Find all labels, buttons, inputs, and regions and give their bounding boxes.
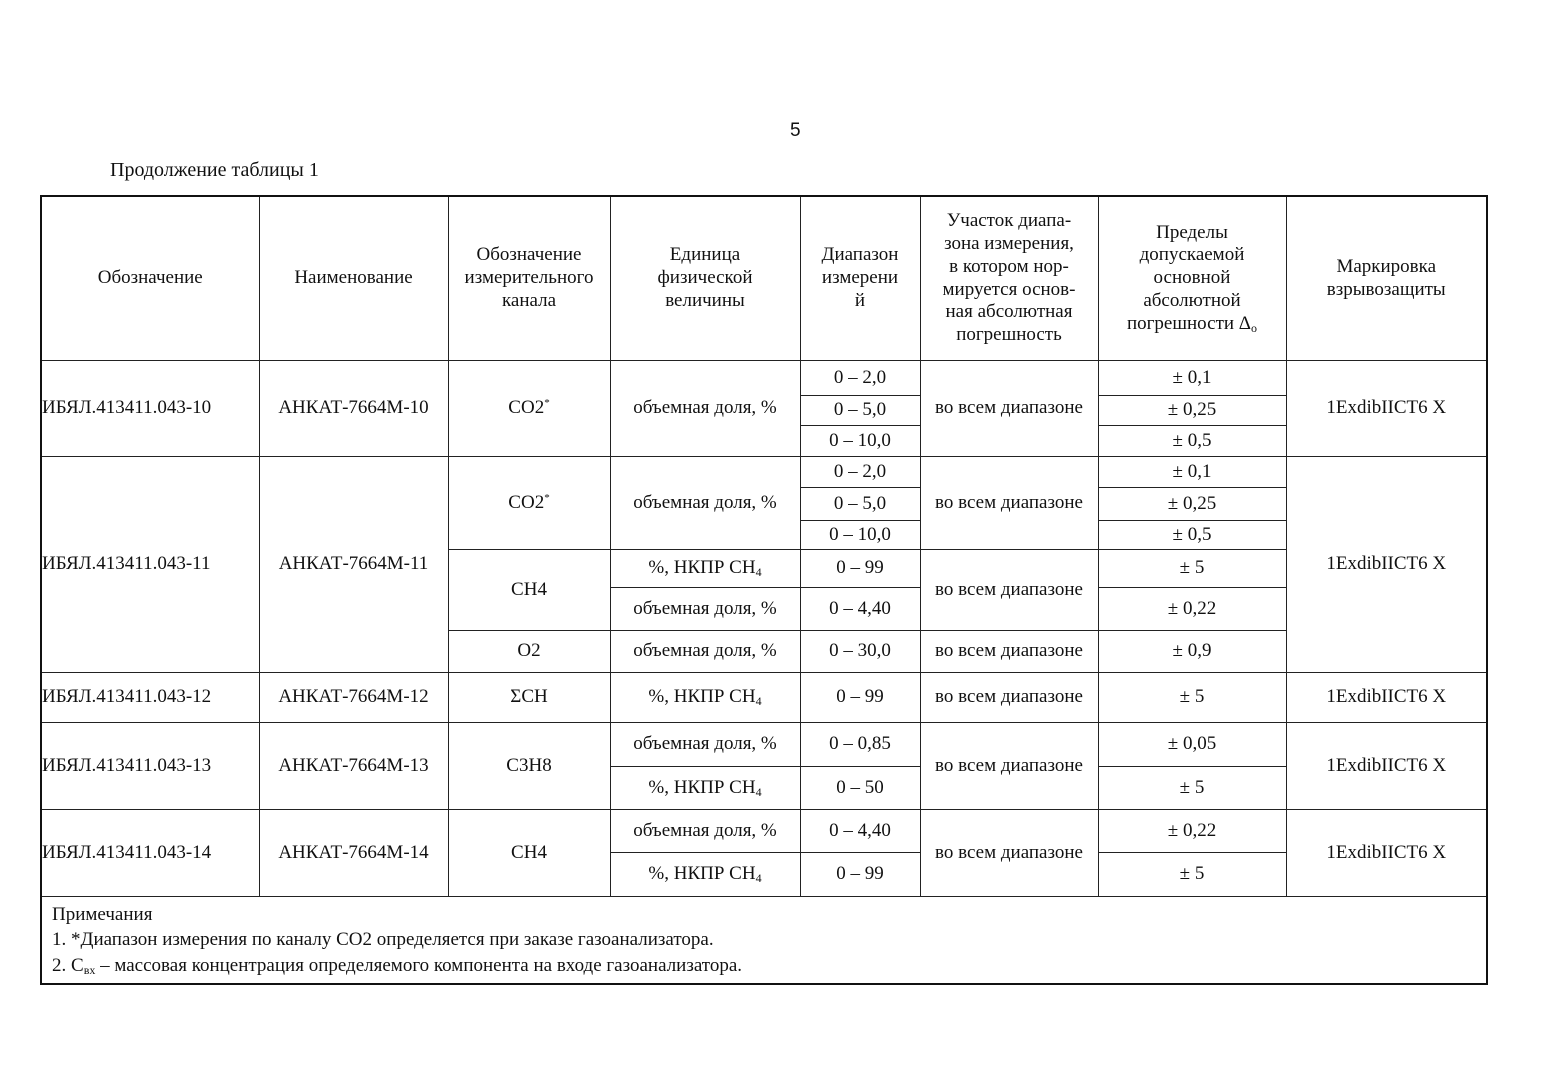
subscript: 4: [755, 784, 762, 799]
table-cell: [1098, 396, 1286, 426]
table-cell: [800, 550, 920, 588]
cell-text: АНКАТ-7664М-14: [278, 841, 429, 863]
table-cell: [448, 673, 610, 723]
cell-text: CO2: [508, 491, 545, 513]
table-cell: [610, 588, 800, 631]
table-cell: [800, 723, 920, 767]
header-cell: [259, 196, 448, 361]
cell-text: 1ExdibIICT6 X: [1326, 553, 1447, 575]
cell-text: 0 – 4,40: [829, 819, 891, 841]
table-caption: Продолжение таблицы 1: [110, 159, 319, 181]
table-cell: [1098, 673, 1286, 723]
cell-text: Обозначение измерительного канала: [464, 244, 594, 311]
table-cell: [1286, 810, 1487, 897]
cell-text: объемная доля, %: [633, 397, 777, 419]
cell-text: %, НКПР СН: [648, 863, 756, 885]
table-cell: [1098, 853, 1286, 897]
cell-text: 0 – 5,0: [833, 492, 887, 514]
cell-text: 0 – 2,0: [833, 460, 887, 482]
cell-text: C3H8: [506, 754, 552, 776]
cell-text: во всем диапазоне: [935, 397, 1083, 419]
cell-text: во всем диапазоне: [935, 491, 1083, 513]
table-cell: [610, 673, 800, 723]
table-cell: [800, 673, 920, 723]
table-cell: [1098, 723, 1286, 767]
table-cell: [1286, 723, 1487, 810]
table-cell: [259, 723, 448, 810]
subscript: 4: [755, 565, 762, 580]
table-cell: [1286, 457, 1487, 673]
table-cell: [259, 361, 448, 457]
cell-text: объемная доля, %: [633, 733, 777, 755]
table-cell: [800, 631, 920, 673]
cell-text: 0 – 99: [836, 686, 884, 708]
superscript: *: [544, 397, 550, 410]
table-cell: [800, 361, 920, 396]
page-number: 5: [790, 120, 801, 141]
table-cell: [800, 457, 920, 488]
table-cell: [920, 810, 1098, 897]
table-cell: [1098, 426, 1286, 457]
cell-text: %, НКПР СН: [648, 557, 756, 579]
table-header-row: [41, 196, 1487, 361]
table-cell: [800, 426, 920, 457]
notes-row: [41, 897, 1487, 985]
table-cell: [1098, 457, 1286, 488]
table-cell: [259, 457, 448, 673]
cell-text: 0 – 99: [836, 863, 884, 885]
notes-title: Примечания: [52, 903, 153, 925]
cell-text: 0 – 4,40: [829, 597, 891, 619]
table-cell: [41, 810, 259, 897]
header-cell: [610, 196, 800, 361]
cell-text: Наименование: [294, 267, 413, 289]
cell-text: Пределы допускаемой основной абсолютной погрешности Δ: [1126, 221, 1252, 334]
header-cell: [800, 196, 920, 361]
cell-text: ± 5: [1179, 863, 1205, 885]
table-row: [41, 723, 1487, 767]
cell-text: ИБЯЛ.413411.043-12: [42, 686, 212, 708]
table-cell: [800, 767, 920, 810]
subscript: о: [1251, 320, 1258, 335]
cell-text: Единица физической величины: [657, 244, 753, 311]
table-cell: [1286, 673, 1487, 723]
cell-text: АНКАТ-7664М-12: [278, 686, 429, 708]
cell-text: 0 – 50: [836, 776, 884, 798]
cell-text: CH4: [511, 841, 547, 863]
cell-text: 1ExdibIICT6 X: [1326, 754, 1447, 776]
cell-text: ± 0,9: [1172, 640, 1212, 662]
cell-text: 0 – 99: [836, 557, 884, 579]
cell-text: %, НКПР СН: [648, 686, 756, 708]
cell-text: ± 0,25: [1167, 399, 1217, 421]
cell-text: ΣCH: [510, 686, 548, 708]
table-cell: [610, 810, 800, 853]
header-cell: [1286, 196, 1487, 361]
table-cell: [448, 457, 610, 550]
specs-table: [40, 195, 1488, 985]
cell-text: ± 0,1: [1172, 460, 1212, 482]
table-cell: [800, 521, 920, 550]
cell-text: CH4: [511, 578, 547, 600]
cell-text: 1ExdibIICT6 X: [1326, 841, 1447, 863]
cell-text: во всем диапазоне: [935, 640, 1083, 662]
cell-text: Обозначение: [97, 267, 203, 289]
subscript: 4: [755, 694, 762, 709]
cell-text: ± 0,22: [1167, 819, 1217, 841]
table-cell: [920, 550, 1098, 631]
table-cell: [610, 853, 800, 897]
table-row: [41, 810, 1487, 853]
table-cell: [610, 457, 800, 550]
cell-text: АНКАТ-7664М-10: [278, 397, 429, 419]
table-cell: [800, 588, 920, 631]
table-cell: [610, 550, 800, 588]
table-cell: [920, 457, 1098, 550]
table-cell: [920, 723, 1098, 810]
cell-text: 0 – 10,0: [829, 429, 891, 451]
cell-text: CO2: [508, 397, 545, 419]
subscript: вх: [83, 962, 96, 977]
table-cell: [920, 673, 1098, 723]
cell-text: 0 – 10,0: [829, 523, 891, 545]
table-cell: [610, 361, 800, 457]
note-2-prefix: 2. С: [52, 954, 84, 976]
table-cell: [800, 488, 920, 521]
table-cell: [1098, 810, 1286, 853]
table-cell: [800, 396, 920, 426]
cell-text: Маркировка взрывозащиты: [1326, 255, 1446, 300]
table-cell: [1098, 521, 1286, 550]
cell-text: объемная доля, %: [633, 640, 777, 662]
table-cell: [1098, 488, 1286, 521]
note-2: [52, 953, 1476, 979]
cell-text: во всем диапазоне: [935, 841, 1083, 863]
cell-text: 0 – 5,0: [833, 399, 887, 421]
table-cell: [1286, 361, 1487, 457]
table-cell: [448, 723, 610, 810]
cell-text: АНКАТ-7664М-13: [278, 754, 429, 776]
table-cell: [1098, 631, 1286, 673]
table-cell: [800, 810, 920, 853]
notes-cell: [41, 897, 1487, 985]
cell-text: %, НКПР СН: [648, 776, 756, 798]
cell-text: ± 0,05: [1167, 733, 1217, 755]
cell-text: ± 5: [1179, 557, 1205, 579]
cell-text: во всем диапазоне: [935, 754, 1083, 776]
header-cell: [448, 196, 610, 361]
table-cell: [41, 457, 259, 673]
table-cell: [1098, 550, 1286, 588]
table-cell: [41, 361, 259, 457]
cell-text: 0 – 0,85: [829, 733, 891, 755]
cell-text: 0 – 2,0: [833, 366, 887, 388]
cell-text: объемная доля, %: [633, 491, 777, 513]
table-cell: [1098, 767, 1286, 810]
cell-text: объемная доля, %: [633, 819, 777, 841]
table-cell: [259, 673, 448, 723]
cell-text: ИБЯЛ.413411.043-10: [42, 397, 212, 419]
table-cell: [1098, 361, 1286, 396]
cell-text: ИБЯЛ.413411.043-14: [42, 841, 212, 863]
table-cell: [1098, 588, 1286, 631]
cell-text: во всем диапазоне: [935, 578, 1083, 600]
cell-text: 1ExdibIICT6 X: [1326, 397, 1447, 419]
cell-text: ИБЯЛ.413411.043-13: [42, 754, 212, 776]
note-1: 1. *Диапазон измерения по каналу CO2 определяется при заказе газоанализатора.: [52, 929, 714, 951]
table-cell: [448, 550, 610, 631]
cell-text: Диапазон измерени й: [821, 244, 899, 311]
cell-text: ± 0,22: [1167, 597, 1217, 619]
table-row: [41, 361, 1487, 396]
cell-text: ± 0,1: [1172, 366, 1212, 388]
cell-text: ± 0,5: [1172, 523, 1212, 545]
cell-text: O2: [517, 640, 541, 662]
header-cell: [41, 196, 259, 361]
superscript: *: [544, 491, 550, 504]
cell-text: АНКАТ-7664М-11: [278, 553, 429, 575]
table-cell: [920, 361, 1098, 457]
cell-text: ± 0,25: [1167, 492, 1217, 514]
subscript: 4: [755, 871, 762, 886]
note-2-text: – массовая концентрация определяемого компонента на входе газоанализатора.: [95, 954, 743, 976]
table-cell: [920, 631, 1098, 673]
table-cell: [448, 810, 610, 897]
cell-text: во всем диапазоне: [935, 686, 1083, 708]
cell-text: 1ExdibIICT6 X: [1326, 686, 1447, 708]
table-cell: [610, 767, 800, 810]
table-cell: [610, 631, 800, 673]
table-row: [41, 457, 1487, 488]
table-cell: [610, 723, 800, 767]
table-cell: [448, 631, 610, 673]
cell-text: ± 0,5: [1172, 429, 1212, 451]
cell-text: ИБЯЛ.413411.043-11: [42, 553, 211, 575]
table-cell: [41, 723, 259, 810]
table-cell: [448, 361, 610, 457]
header-cell: [920, 196, 1098, 361]
cell-text: ± 5: [1179, 776, 1205, 798]
cell-text: 0 – 30,0: [829, 640, 891, 662]
cell-text: Участок диапа- зона измерения, в котором нор- мируется основ- ная абсолютная погрешность: [942, 210, 1076, 346]
table-cell: [259, 810, 448, 897]
table-cell: [800, 853, 920, 897]
table-cell: [41, 673, 259, 723]
header-cell: [1098, 196, 1286, 361]
cell-text: ± 5: [1179, 686, 1205, 708]
table-row: [41, 673, 1487, 723]
cell-text: объемная доля, %: [633, 597, 777, 619]
